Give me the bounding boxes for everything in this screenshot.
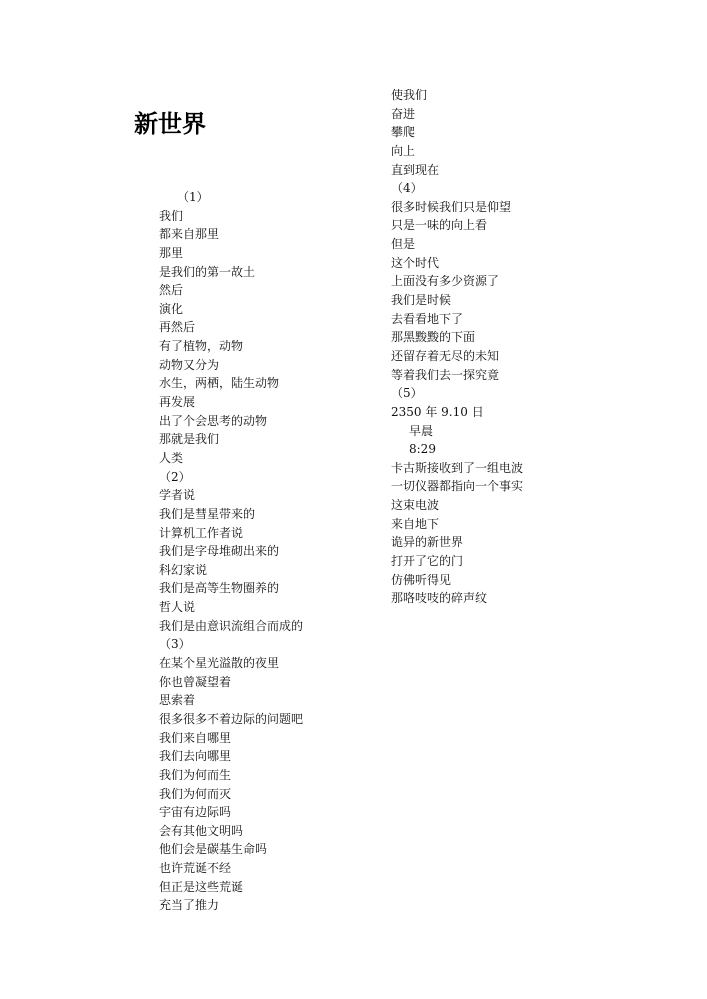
poem-line: 哲人说	[159, 600, 196, 615]
poem-line: 宇宙有边际吗	[159, 805, 232, 820]
poem-line: 再发展	[159, 395, 196, 410]
time-of-day-line: 早晨	[409, 423, 434, 438]
poem-line: 那咯吱吱的碎声纹	[391, 591, 488, 606]
poem-line: 很多很多不着边际的问题吧	[159, 711, 304, 726]
poem-line: 打开了它的门	[391, 554, 464, 569]
section-number: （4）	[391, 181, 423, 196]
poem-line: 使我们	[391, 88, 428, 102]
poem-line: 再然后	[159, 320, 196, 335]
poem-line: 动物又分为	[159, 357, 220, 372]
poem-line: 我们是由意识流组合而成的	[159, 618, 304, 633]
poem-line: 我们去向哪里	[159, 749, 232, 764]
poem-line: 我们来自哪里	[159, 730, 232, 745]
poem-line: 很多时候我们只是仰望	[391, 199, 512, 214]
poem-line: 我们是高等生物圈养的	[159, 581, 280, 596]
poem-line: 仿佛听得见	[391, 572, 452, 587]
poem-line: 在某个星光溢散的夜里	[159, 656, 280, 671]
poem-line: 上面没有多少资源了	[391, 274, 500, 289]
poem-line: 充当了推力	[159, 898, 220, 913]
poem-column-right	[391, 86, 523, 608]
poem-line: 奋进	[391, 106, 416, 121]
poem-line: 他们会是碳基生命吗	[159, 842, 268, 857]
poem-line: 科幻家说	[159, 562, 208, 577]
poem-line: 诡异的新世界	[391, 535, 464, 550]
section-number: （3）	[159, 637, 191, 652]
section-number: （2）	[159, 469, 191, 484]
poem-line: 去看看地下了	[391, 311, 464, 326]
poem-line: 会有其他文明吗	[159, 823, 244, 838]
poem-line: 还留存着无尽的未知	[391, 348, 500, 363]
poem-line: 等着我们去一探究竟	[391, 367, 500, 382]
poem-line: 我们是字母堆砌出来的	[159, 544, 280, 559]
poem-line: 演化	[159, 301, 184, 316]
poem-line: 人类	[159, 450, 184, 465]
poem-line: 这个时代	[391, 255, 440, 270]
poem-line: 只是一味的向上看	[391, 218, 488, 233]
poem-line: 学者说	[159, 488, 196, 503]
poem-line: 攀爬	[391, 125, 416, 140]
poem-line: 你也曾凝望着	[159, 674, 232, 689]
date-line: 2350 年 9.10 日	[391, 404, 484, 419]
poem-line: 我们是彗星带来的	[159, 506, 256, 521]
poem-line: 思索着	[159, 693, 196, 708]
poem-line: 来自地下	[391, 516, 440, 531]
poem-line: 我们为何而生	[159, 767, 232, 782]
poem-line: 那里	[159, 245, 184, 260]
poem-line: 水生，两栖，陆生动物	[159, 376, 280, 391]
poem-line: 有了植物，动物	[159, 339, 244, 354]
section-number: （5）	[391, 386, 423, 401]
poem-line: 也许荒诞不经	[159, 861, 232, 876]
poem-line: 向上	[391, 143, 416, 158]
poem-line: 我们	[159, 208, 184, 223]
poem-line: 那黑黢黢的下面	[391, 330, 476, 345]
poem-line: 我们是时候	[391, 293, 452, 308]
poem-line: 直到现在	[391, 162, 440, 177]
section-number: （1）	[177, 190, 209, 204]
poem-line: 但正是这些荒诞	[159, 879, 244, 894]
poem-line: 计算机工作者说	[159, 525, 244, 540]
poem-line: 出了个会思考的动物	[159, 413, 268, 428]
poem-line: 但是	[391, 237, 416, 252]
poem-line: 然后	[159, 283, 184, 298]
poem-line: 一切仪器都指向一个事实	[391, 479, 524, 494]
poem-line: 我们为何而灭	[159, 786, 232, 801]
poem-line: 这束电波	[391, 498, 440, 513]
time-line: 8:29	[409, 442, 436, 457]
poem-column-left	[159, 188, 303, 915]
document-title: 新世界	[134, 110, 206, 138]
poem-line: 卡古斯接收到了一组电波	[391, 460, 524, 475]
poem-line: 是我们的第一故土	[159, 264, 256, 279]
poem-line: 那就是我们	[159, 432, 220, 447]
poem-line: 都来自那里	[159, 227, 220, 242]
